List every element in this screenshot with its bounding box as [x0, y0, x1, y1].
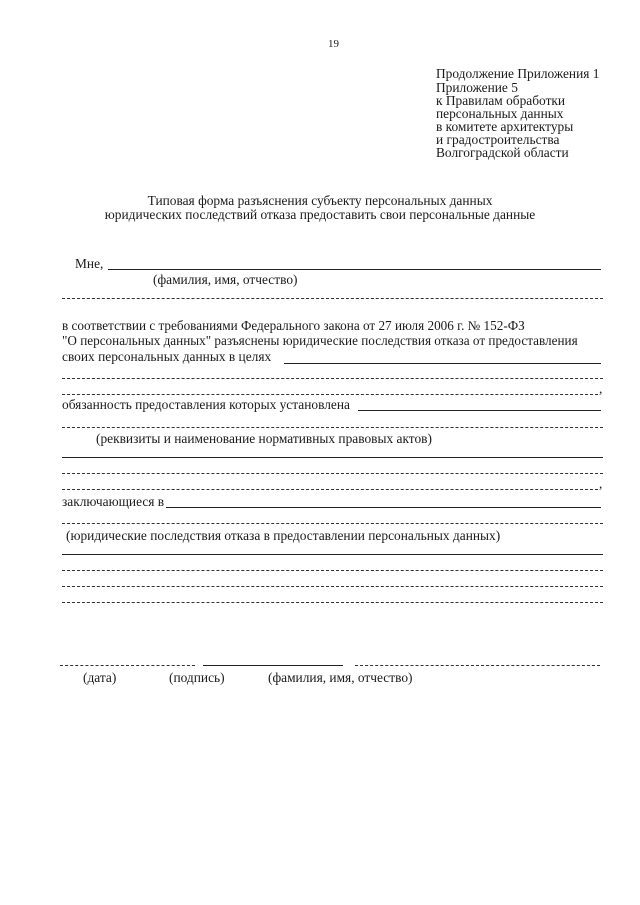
form-title-line-1: Типовая форма разъяснения субъекту персональных данных: [147, 193, 493, 208]
acts-comma: ,: [599, 476, 603, 491]
consequences-line-1[interactable]: [62, 523, 603, 524]
acts-line-2[interactable]: [62, 457, 603, 458]
consequences-line-4[interactable]: [62, 586, 603, 587]
appendix-line-5: в комитете архитектуры: [436, 119, 574, 134]
purpose-field-line[interactable]: [284, 363, 601, 364]
consisting-label: заключающиеся в: [62, 494, 165, 509]
obligation-field-line[interactable]: [358, 410, 601, 411]
fio-field-line[interactable]: [108, 269, 601, 270]
date-field-line[interactable]: [60, 665, 195, 666]
date-caption: (дата): [83, 670, 117, 685]
acts-line-4[interactable]: [62, 489, 598, 490]
signature-caption: (подпись): [169, 670, 225, 685]
consequences-line-3[interactable]: [62, 570, 603, 571]
form-title-line-2: юридических последствий отказа предоставить свои персональные данные: [104, 207, 536, 222]
acts-line-1[interactable]: [62, 427, 603, 428]
purpose-line-3[interactable]: [62, 394, 598, 395]
consequences-caption: (юридические последствия отказа в предоставлении персональных данных): [66, 528, 501, 543]
signer-fio-field-line[interactable]: [355, 665, 600, 666]
me-label: Мне,: [75, 256, 104, 271]
appendix-line-7: Волгоградской области: [436, 145, 569, 160]
fio-caption: (фамилия, имя, отчество): [153, 272, 298, 287]
consequences-line-5[interactable]: [62, 602, 603, 603]
acts-line-3[interactable]: [62, 473, 603, 474]
fio-continuation-line[interactable]: [62, 298, 603, 299]
law-paragraph-line-2: "О персональных данных" разъяснены юридические последствия отказа от предоставления: [62, 333, 578, 348]
appendix-line-1: Продолжение Приложения 1: [436, 66, 600, 81]
signature-field-line[interactable]: [203, 665, 343, 666]
law-paragraph-line-1: в соответствии с требованиями Федерального закона от 27 июля 2006 г. № 152-ФЗ: [62, 318, 525, 333]
appendix-line-4: персональных данных: [436, 106, 564, 121]
law-paragraph-line-3: своих персональных данных в целях: [62, 349, 272, 364]
signer-fio-caption: (фамилия, имя, отчество): [268, 670, 413, 685]
obligation-label: обязанность предоставления которых установлена: [62, 397, 350, 412]
appendix-line-3: к Правилам обработки: [436, 93, 566, 108]
purpose-line-2[interactable]: [62, 378, 603, 379]
acts-caption: (реквизиты и наименование нормативных правовых актов): [96, 431, 432, 446]
appendix-line-2: Приложение 5: [436, 80, 518, 95]
appendix-line-6: и градостроительства: [436, 132, 560, 147]
consisting-field-line[interactable]: [166, 507, 601, 508]
purpose-comma: ,: [599, 381, 603, 396]
consequences-line-2[interactable]: [62, 554, 603, 555]
page-number: 19: [328, 38, 339, 50]
